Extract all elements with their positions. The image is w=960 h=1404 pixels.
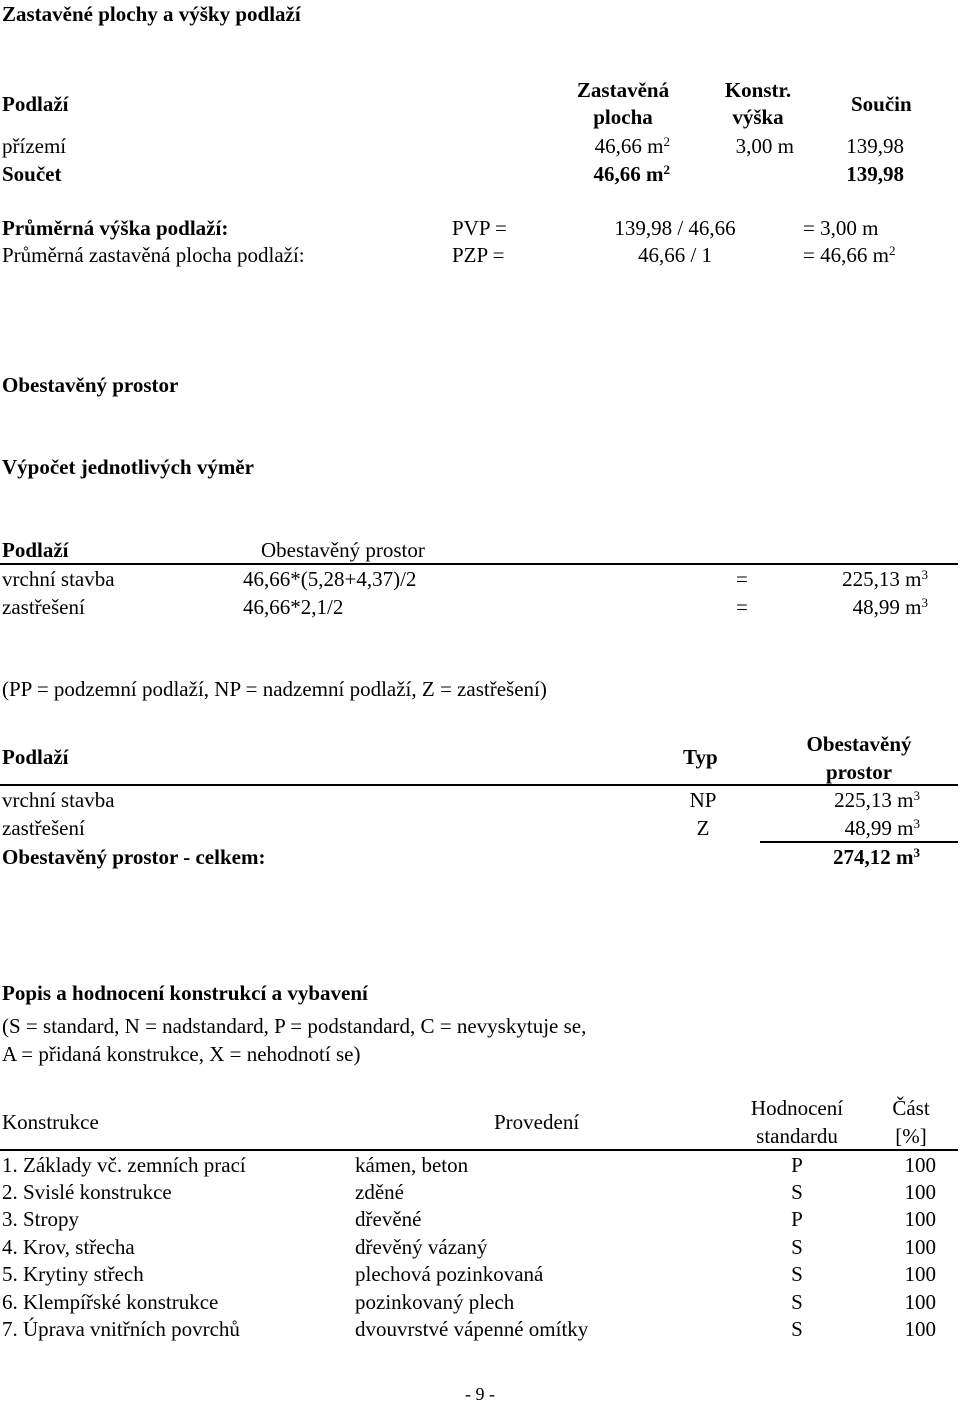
cons-row-part: 100 — [904, 1262, 936, 1286]
header-height-line1: Konstr. — [724, 78, 792, 102]
avg-area-label: Průměrná zastavěná plocha podlaží: — [2, 243, 305, 267]
cons-header-part-line2: [%] — [895, 1124, 927, 1148]
summary-header-floor: Podlaží — [2, 745, 69, 769]
calc-header-volume: Obestavěný prostor — [261, 538, 425, 562]
avg-height-label: Průměrná výška podlaží: — [2, 216, 229, 240]
summary-total-label: Obestavěný prostor - celkem: — [2, 845, 266, 869]
summary-total-volume: 274,12 $m^3$ — [832, 844, 920, 869]
cons-header-rating-line2: standardu — [756, 1124, 838, 1148]
calc-row-result: 48,99 $m^3$ — [852, 594, 928, 619]
cons-row-rating: S — [791, 1290, 803, 1314]
calc-row-eq: = — [736, 595, 748, 619]
calc-row-eq: = — [736, 567, 748, 591]
calc-row-result: 225,13 $m^3$ — [842, 566, 928, 591]
header-area-line1: Zastavěná — [576, 78, 670, 102]
page-title: Zastavěné plochy a výšky podlaží — [2, 2, 301, 26]
construction-legend-line1: (S = standard, N = nadstandard, P = podstandard, C = nevyskytuje se, — [2, 1014, 587, 1038]
summary-row-type: Z — [696, 816, 710, 840]
calc-header-divider — [0, 563, 958, 565]
cons-row-execution: kámen, beton — [355, 1153, 469, 1177]
avg-height-result: = 3,00 m — [803, 216, 879, 240]
header-floor: Podlaží — [2, 92, 69, 116]
cons-row-rating: S — [791, 1180, 803, 1204]
cons-row-part: 100 — [904, 1207, 936, 1231]
cons-row-execution: pozinkovaný plech — [355, 1290, 515, 1314]
summary-row-volume: 48,99 $m^3$ — [844, 815, 920, 840]
header-product: Součin — [851, 92, 912, 116]
sum-area: 46,66 $m^2$ — [593, 161, 670, 186]
cons-row-rating: S — [791, 1235, 803, 1259]
cons-row-part: 100 — [904, 1235, 936, 1259]
summary-header-type: Typ — [683, 745, 718, 769]
calc-row-floor: zastřešení — [2, 595, 85, 619]
construction-title: Popis a hodnocení konstrukcí a vybavení — [2, 981, 368, 1005]
header-area-line2: plocha — [593, 105, 653, 129]
cons-row-construction: 7. Úprava vnitřních povrchů — [2, 1317, 240, 1341]
calc-header-floor: Podlaží — [2, 538, 69, 562]
sum-label: Součet — [2, 162, 62, 186]
avg-area-calc: 46,66 / 1 — [637, 243, 713, 267]
cons-row-rating: P — [791, 1153, 803, 1177]
header-height-line2: výška — [732, 105, 784, 129]
calc-row-formula: 46,66*2,1/2 — [243, 595, 344, 619]
avg-height-calc: 139,98 / 46,66 — [614, 216, 736, 240]
cons-row-construction: 1. Základy vč. zemních prací — [2, 1153, 246, 1177]
summary-header-volume-line1: Obestavěný — [806, 732, 912, 756]
cons-row-rating: P — [791, 1207, 803, 1231]
cons-header-execution: Provedení — [494, 1110, 580, 1134]
floor-row-name: přízemí — [2, 134, 67, 158]
sum-product: 139,98 — [846, 162, 904, 186]
summary-header-volume-line2: prostor — [825, 760, 893, 784]
cons-row-construction: 6. Klempířské konstrukce — [2, 1290, 219, 1314]
summary-row-floor: zastřešení — [2, 816, 85, 840]
volume-subtitle: Výpočet jednotlivých výměr — [2, 455, 254, 479]
summary-header-divider — [0, 784, 958, 786]
cons-row-part: 100 — [904, 1153, 936, 1177]
avg-area-result: = 46,66 $m^2$ — [803, 242, 896, 267]
cons-row-part: 100 — [904, 1180, 936, 1204]
summary-total-divider — [760, 841, 958, 843]
summary-row-floor: vrchní stavba — [2, 788, 115, 812]
cons-row-part: 100 — [904, 1317, 936, 1341]
construction-legend-line2: A = přidaná konstrukce, X = nehodnotí se) — [2, 1042, 361, 1066]
avg-height-abbr: PVP = — [452, 216, 507, 240]
cons-row-execution: dřevěný vázaný — [355, 1235, 488, 1259]
cons-row-execution: dřevěné — [355, 1207, 422, 1231]
calc-row-floor: vrchní stavba — [2, 567, 115, 591]
page-number: - 9 - — [465, 1384, 495, 1404]
cons-row-construction: 3. Stropy — [2, 1207, 80, 1231]
cons-row-part: 100 — [904, 1290, 936, 1314]
summary-row-volume: 225,13 $m^3$ — [834, 787, 920, 812]
cons-row-construction: 2. Svislé konstrukce — [2, 1180, 172, 1204]
cons-row-construction: 4. Krov, střecha — [2, 1235, 135, 1259]
floor-row-height: 3,00 m — [735, 134, 794, 158]
cons-row-execution: dvouvrstvé vápenné omítky — [355, 1317, 589, 1341]
calc-row-formula: 46,66*(5,28+4,37)/2 — [243, 567, 417, 591]
cons-row-rating: S — [791, 1262, 803, 1286]
cons-header-part-line1: Část — [892, 1096, 930, 1120]
cons-header-divider — [0, 1149, 958, 1151]
volume-legend: (PP = podzemní podlaží, NP = nadzemní podlaží, Z = zastřešení) — [2, 677, 547, 701]
cons-row-execution: plechová pozinkovaná — [355, 1262, 544, 1286]
summary-row-type: NP — [689, 788, 717, 812]
cons-row-rating: S — [791, 1317, 803, 1341]
cons-header-construction: Konstrukce — [2, 1110, 99, 1134]
cons-header-rating-line1: Hodnocení — [750, 1096, 844, 1120]
floor-row-area: 46,66 $m^2$ — [594, 133, 670, 158]
avg-area-abbr: PZP = — [452, 243, 505, 267]
cons-row-execution: zděné — [355, 1180, 404, 1204]
floor-row-product: 139,98 — [846, 134, 904, 158]
cons-row-construction: 5. Krytiny střech — [2, 1262, 144, 1286]
volume-title: Obestavěný prostor — [2, 373, 179, 397]
